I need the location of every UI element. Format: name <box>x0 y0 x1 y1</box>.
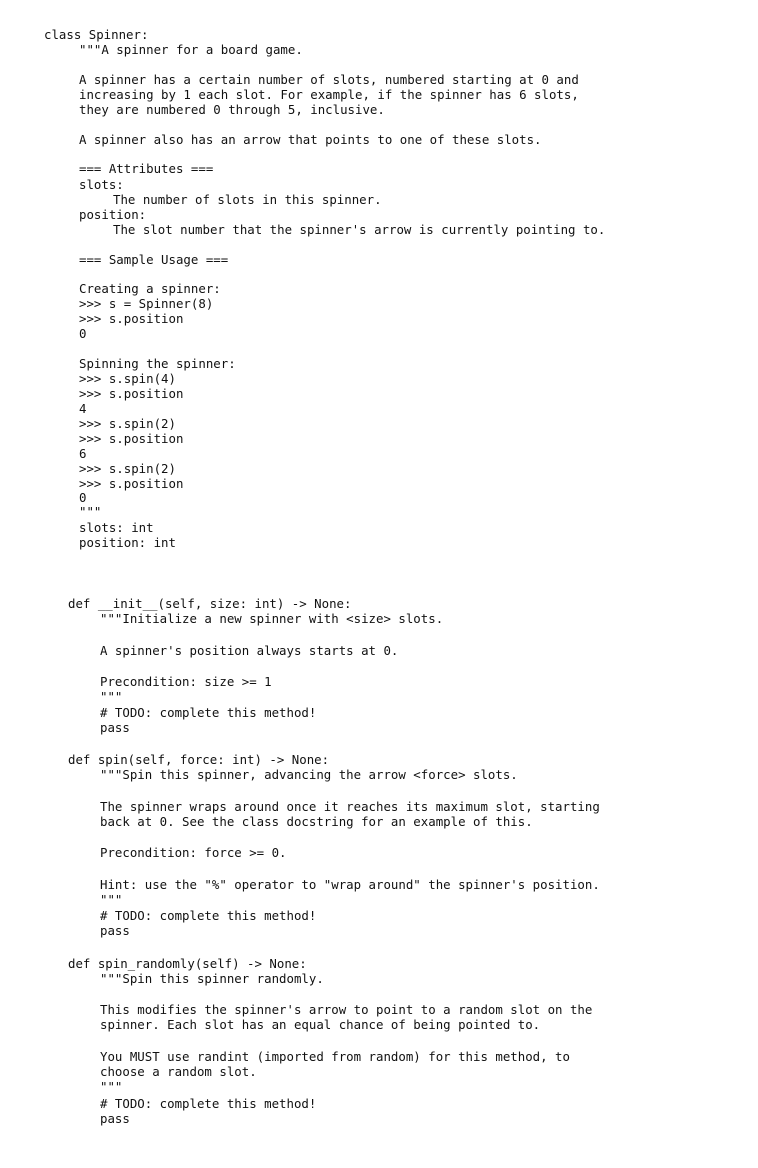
pass-statement-line: pass <box>100 720 130 735</box>
doctest-output-line: 6 <box>79 446 87 461</box>
docstring-close-line: """ <box>100 1079 123 1094</box>
todo-comment-line: # TODO: complete this method! <box>100 705 317 720</box>
hint-line: Hint: use the "%" operator to "wrap around" the spinner's position. <box>100 877 600 892</box>
docstring-line: The spinner wraps around once it reaches its maximum slot, starting <box>100 799 600 814</box>
pass-statement-line: pass <box>100 1111 130 1126</box>
attributes-heading-line: === Attributes === <box>79 161 214 176</box>
precondition-line: Precondition: force >= 0. <box>100 845 287 860</box>
attribute-name-line: slots: <box>79 177 124 192</box>
doctest-output-line: 0 <box>79 326 87 341</box>
doctest-line: >>> s.position <box>79 476 184 491</box>
docstring-line: You MUST use randint (imported from random) for this method, to <box>100 1049 570 1064</box>
docstring-line: A spinner also has an arrow that points to one of these slots. <box>79 132 542 147</box>
method-def-init-line: def __init__(self, size: int) -> None: <box>68 596 352 611</box>
doctest-line: >>> s.spin(4) <box>79 371 176 386</box>
method-docstring-open-line: """Initialize a new spinner with <size> slots. <box>100 611 444 626</box>
sample-usage-heading-line: === Sample Usage === <box>79 252 229 267</box>
type-annotation-line: position: int <box>79 535 176 550</box>
docstring-line: This modifies the spinner's arrow to point to a random slot on the <box>100 1002 593 1017</box>
docstring-line: Spinning the spinner: <box>79 356 236 371</box>
method-def-spin-randomly-line: def spin_randomly(self) -> None: <box>68 956 307 971</box>
method-docstring-open-line: """Spin this spinner randomly. <box>100 971 324 986</box>
method-def-spin-line: def spin(self, force: int) -> None: <box>68 752 330 767</box>
docstring-line: choose a random slot. <box>100 1064 257 1079</box>
docstring-line: spinner. Each slot has an equal chance of being pointed to. <box>100 1017 541 1032</box>
docstring-line: Creating a spinner: <box>79 281 221 296</box>
doctest-line: >>> s.position <box>79 431 184 446</box>
docstring-line: increasing by 1 each slot. For example, if the spinner has 6 slots, <box>79 87 579 102</box>
class-declaration-line: class Spinner: <box>44 27 149 42</box>
doctest-line: >>> s.position <box>79 311 184 326</box>
type-annotation-line: slots: int <box>79 520 154 535</box>
docstring-line: back at 0. See the class docstring for an example of this. <box>100 814 533 829</box>
docstring-close-line: """ <box>100 892 123 907</box>
doctest-line: >>> s = Spinner(8) <box>79 296 214 311</box>
docstring-line: A spinner has a certain number of slots, numbered starting at 0 and <box>79 72 579 87</box>
doctest-output-line: 0 <box>79 490 87 505</box>
attribute-description-line: The slot number that the spinner's arrow is currently pointing to. <box>113 222 606 237</box>
doctest-line: >>> s.spin(2) <box>79 416 176 431</box>
doctest-output-line: 4 <box>79 401 87 416</box>
docstring-close-line: """ <box>79 504 102 519</box>
todo-comment-line: # TODO: complete this method! <box>100 908 317 923</box>
todo-comment-line: # TODO: complete this method! <box>100 1096 317 1111</box>
method-docstring-open-line: """Spin this spinner, advancing the arrow <force> slots. <box>100 767 518 782</box>
docstring-close-line: """ <box>100 689 123 704</box>
doctest-line: >>> s.spin(2) <box>79 461 176 476</box>
attribute-name-line: position: <box>79 207 147 222</box>
attribute-description-line: The number of slots in this spinner. <box>113 192 382 207</box>
doctest-line: >>> s.position <box>79 386 184 401</box>
class-docstring-open-line: """A spinner for a board game. <box>79 42 303 57</box>
pass-statement-line: pass <box>100 923 130 938</box>
precondition-line: Precondition: size >= 1 <box>100 674 272 689</box>
docstring-line: they are numbered 0 through 5, inclusive. <box>79 102 385 117</box>
docstring-line: A spinner's position always starts at 0. <box>100 643 399 658</box>
